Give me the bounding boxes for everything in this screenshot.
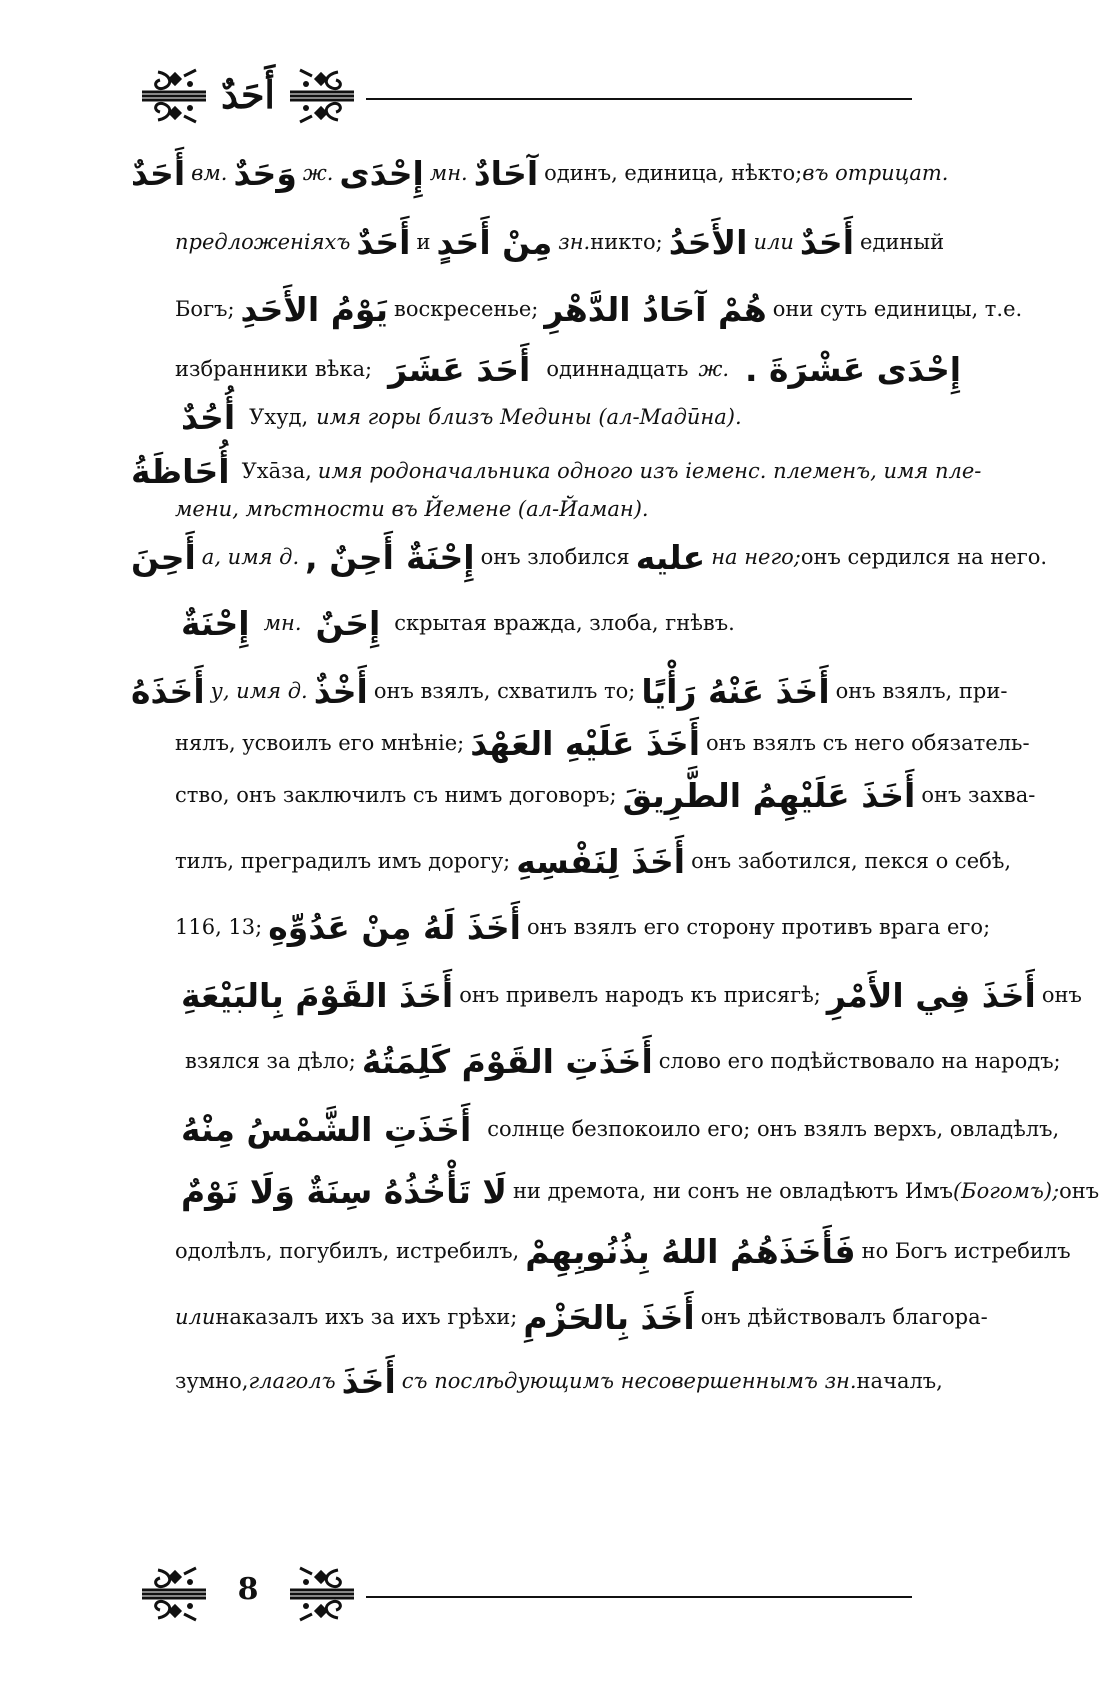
translation: имя горы близъ Медины (ал-Мадӣна). [316,405,742,429]
arabic-text: أَخَذَ فِي الأَمْرِ [826,975,1036,1015]
arabic-text: فَأَخَذَهُمُ اللهُ بِذُنُوبِهِمْ [525,1231,856,1271]
abbreviation: мн. [263,611,302,635]
arabic-text: أَخَذَتِ القَوْمَ كَلِمَتُهُ [361,1041,653,1081]
arabic-text: يَوْمُ الأَحَدِ [240,289,389,329]
translation: онъ заботился, пекся о себѣ, [691,849,1012,873]
arabic-text: إِحْدَى [339,153,424,193]
arabic-text: إِحَنٌ [315,603,381,643]
entry-line [175,892,991,962]
translation: избранники вѣка; [175,357,373,381]
translation: Богъ; [175,297,235,321]
translation: съ послѣдующимъ несовершеннымъ зн. [401,1369,857,1393]
arabic-text: أَحَدَ عَشَرَ [388,349,531,389]
arabic-text: أَحَدٌ [131,153,186,193]
arabic-text: أَخَذَ عَلَيْهِمُ الطَّرِيقَ [622,775,916,815]
translation: онъ [1059,1179,1099,1203]
translation: мени, мѣстности въ Йемене (ал-Йаман). [175,497,649,521]
arabic-text: هُمْ آحَادُ الدَّهْرِ [544,289,767,329]
header-headword: أَحَدٌ [221,72,275,117]
page-reference: 116, 13; [175,915,263,939]
abbreviation: а, имя д. [201,545,300,569]
arabic-text: إِحْدَى عَشْرَةَ . [745,349,962,389]
translation: тилъ, преградилъ имъ дорогу; [175,849,511,873]
abbreviation: ж. [302,161,334,185]
page-number: 8 [237,1572,259,1607]
arabic-text: أَخَذَ [341,1361,396,1401]
transliteration: Ухāза, [241,459,312,483]
header-rule [366,98,912,100]
arabic-text: أَخَذَهُ [131,671,205,711]
arabic-text: وَحَدٌ [233,153,297,193]
translation: ство, онъ заключилъ съ нимъ договоръ; [175,783,617,807]
abbreviation: у, имя д. [210,679,308,703]
conjunction: или [175,1305,216,1329]
conjunction: или [753,230,794,254]
translation: скрытая вражда, злоба, гнѣвъ. [394,611,735,635]
arabic-text: آحَادٌ [473,153,539,193]
ornament-left-icon [140,66,208,126]
translation: онъ злобился [480,545,630,569]
translation: нялъ, усвоилъ его мнѣніе; [175,731,465,755]
arabic-text: أَخَذَ عَلَيْهِ العَهْدَ [470,723,701,763]
entry-line [185,1026,1061,1096]
translation: онъ дѣйствовалъ благора- [700,1305,988,1329]
entry-line [175,1346,943,1416]
arabic-text: عليه [635,537,706,577]
entry-line [125,138,949,208]
translation: ни дремота, ни сонъ не овладѣютъ Имъ [512,1179,953,1203]
transliteration: Ухуд, [249,405,309,429]
arabic-text: أَحِنٌ , [305,537,394,577]
translation: наказалъ ихъ за ихъ грѣхи; [215,1305,518,1329]
translation: онъ привелъ народъ къ присягѣ; [459,983,821,1007]
translation: одиннадцать [546,357,689,381]
entry-line [175,1216,1071,1286]
footer-rule [366,1596,912,1598]
arabic-text: أَحِنَ [131,537,196,577]
translation: одинъ, единица, нѣкто; [544,161,803,185]
ornament-right-icon [288,66,356,126]
arabic-text: أَخَذَتِ الشَّمْسُ مِنْهُ [181,1109,472,1149]
translation: онъ взялъ, при- [835,679,1008,703]
translation: онъ [1041,983,1082,1007]
translation: онъ захва- [921,783,1036,807]
translation: взялся за дѣло; [185,1049,356,1073]
translation: глаголъ [248,1369,336,1393]
arabic-text: أَخَذَ لَهُ مِنْ عَدُوِّهِ [268,907,521,947]
entry-line [175,960,1082,1030]
entry-line [175,1282,988,1352]
entry-line [175,1094,1060,1164]
abbreviation: вм. [191,161,228,185]
translation: никто; [590,230,663,254]
arabic-text: أَخَذَ عَنْهُ رَأْيًا [641,671,830,711]
arabic-text: إِحْنَةٌ [406,537,475,577]
entry-line [175,826,1012,896]
arabic-text: أَخْذٌ [313,671,368,711]
translation: имя родоначальника одного изъ іеменс. племенъ, имя пле- [317,459,982,483]
arabic-text: أُحُدٌ [181,397,236,437]
translation: солнце безпокоило его; онъ взялъ верхъ, овладѣлъ, [487,1117,1060,1141]
arabic-text: أَحَدٌ [799,222,855,262]
translation: онъ сердился на него. [800,545,1048,569]
arabic-text: الأَحَدُ [668,222,748,262]
arabic-text: أُحَاظَةُ [131,451,230,491]
arabic-text: أَحَدٌ [356,222,411,262]
abbreviation: зн. [558,230,591,254]
translation: онъ взялъ его сторону противъ врага его; [527,915,991,939]
arabic-text: مِنْ أَحَدٍ [436,222,553,262]
translation: на него; [711,545,801,569]
entry-line [125,522,1048,592]
translation: воскресенье; [394,297,539,321]
page-header [140,62,912,132]
translation: началъ, [856,1369,943,1393]
translation: одолѣлъ, погубилъ, истребилъ, [175,1239,520,1263]
entry-line [175,760,1036,830]
translation: въ отрицат. [802,161,949,185]
arabic-text: أَخَذَ لِنَفْسِهِ [516,841,686,881]
entry-line [175,588,908,658]
conjunction: и [416,230,431,254]
translation: предложеніяхъ [175,230,351,254]
translation: слово его подѣйствовало на народъ; [658,1049,1061,1073]
abbreviation: мн. [429,161,468,185]
arabic-text: إِحْنَةٌ [181,603,250,643]
entry-line [175,207,945,277]
translation: (Богомъ); [952,1179,1060,1203]
translation: они суть единицы, т.е. [772,297,1023,321]
page-footer [140,1560,912,1630]
ornament-left-icon [140,1564,208,1624]
arabic-text: أَخَذَ القَوْمَ بِالبَيْعَةِ [181,975,454,1015]
abbreviation: ж. [698,357,729,381]
arabic-text: أَخَذَ بِالحَزْمِ [523,1297,695,1337]
translation: единый [860,230,945,254]
ornament-right-icon [288,1564,356,1624]
translation: онъ взялъ съ него обязатель- [706,731,1030,755]
translation: онъ взялъ, схватилъ то; [373,679,636,703]
translation: зумно, [175,1369,249,1393]
translation: но Богъ истребилъ [861,1239,1071,1263]
arabic-text: لَا تَأْخُذُهُ سِنَةٌ وَلَا نَوْمٌ [181,1171,507,1211]
